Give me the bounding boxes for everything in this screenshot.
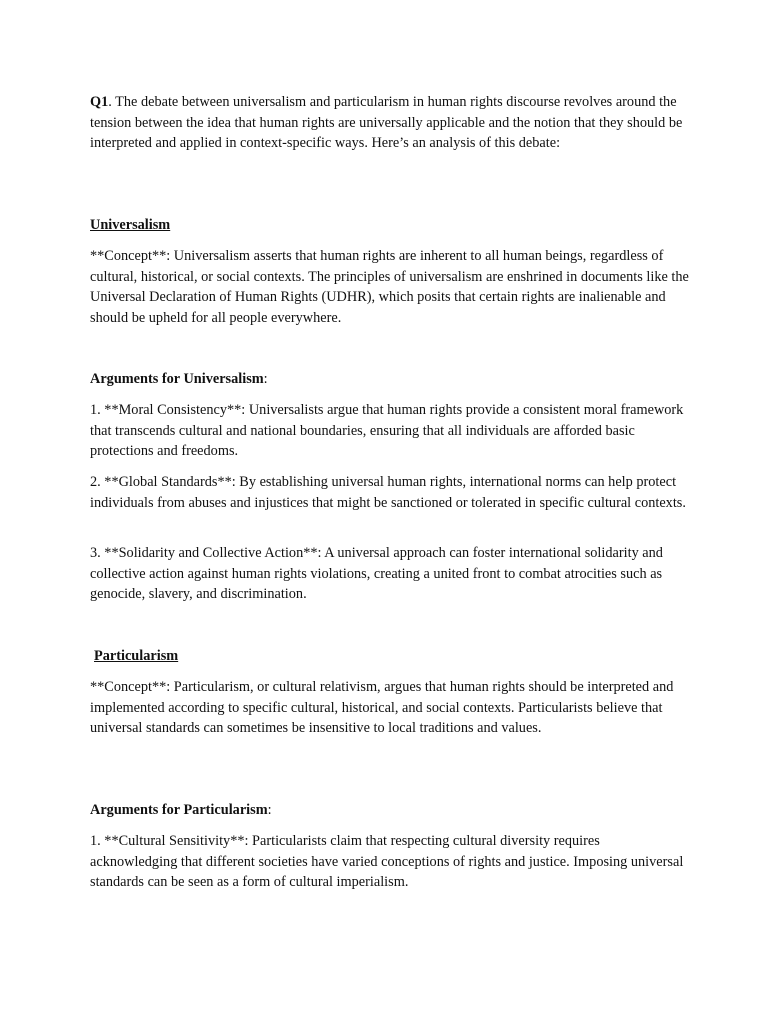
- universalism-args-title: Arguments for Universalism: [90, 371, 264, 387]
- particularism-arg-1: 1. **Cultural Sensitivity**: Particularists claim that respecting cultural diversity requires acknowledging that different societies have varied conceptions of rights and justice. Imposing universal standards can be seen as a form of cultural imperialism.: [90, 833, 684, 891]
- particularism-concept: **Concept**: Particularism, or cultural relativism, argues that human rights should be interpreted and implemented according to specific cultural, historical, and social contexts. Particularists believe that universal standards can sometimes be insensitive to local traditions and values.: [90, 679, 674, 737]
- particularism-heading: Particularism: [94, 648, 179, 664]
- question-label: Q1: [90, 94, 109, 110]
- universalism-arg-3: 3. **Solidarity and Collective Action**: A universal approach can foster international solidarity and collective action against human rights violations, creating a united front to combat atrocities such as genocide, slavery, and discrimination.: [90, 545, 663, 603]
- universalism-arg-2: 2. **Global Standards**: By establishing universal human rights, international norms can help protect individuals from abuses and injustices that might be sanctioned or tolerated in specific cultural contexts.: [90, 474, 686, 511]
- universalism-arg-1: 1. **Moral Consistency**: Universalists argue that human rights provide a consistent moral framework that transcends cultural and national boundaries, ensuring that all individuals are afforded basic protections and freedoms.: [90, 402, 684, 460]
- particularism-args-title: Arguments for Particularism: [90, 802, 268, 818]
- particularism-args-colon: :: [267, 802, 272, 818]
- intro-text: . The debate between universalism and particularism in human rights discourse revolves around the tension between the idea that human rights are universally applicable and the notion that they should be interpreted and applied in context-specific ways. Here’s an analysis of this debate:: [90, 94, 683, 152]
- universalism-concept: **Concept**: Universalism asserts that human rights are inherent to all human beings, regardless of cultural, historical, or social contexts. The principles of universalism are enshrined in documents like the Universal Declaration of Human Rights (UDHR), which posits that certain rights are inalienable and should be upheld for all people everywhere.: [90, 248, 689, 326]
- intro-paragraph: [90, 92, 690, 154]
- universalism-heading: Universalism: [90, 217, 171, 233]
- particularism-args-heading: [90, 800, 690, 821]
- universalism-args-colon: :: [263, 371, 268, 387]
- universalism-args-heading: [90, 369, 690, 390]
